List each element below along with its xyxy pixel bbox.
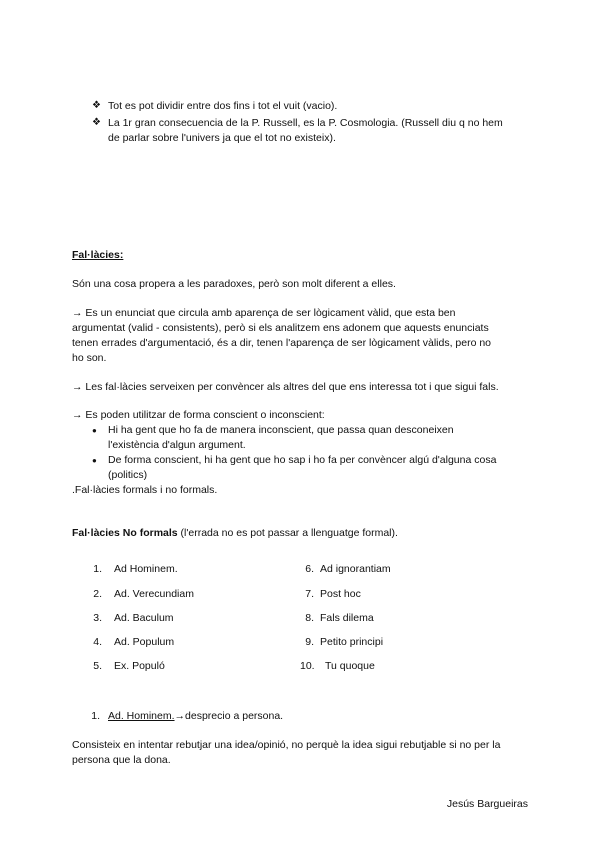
diamond-bullet-icon: ❖ — [92, 117, 101, 128]
list-number: 2. — [93, 588, 102, 600]
paragraph-line: Consisteix en intentar rebutjar una idea/opinió, no perquè la idea sigui rebutjable si no per la — [72, 739, 501, 751]
list-number: 5. — [93, 660, 102, 672]
section-title: Fal·làcies: — [72, 249, 124, 261]
list-item: Ad. Baculum — [114, 612, 174, 624]
paragraph-line: persona que la dona. — [72, 754, 171, 766]
detail-item — [108, 709, 283, 724]
list-number: 9. — [305, 636, 314, 648]
diamond-bullet-icon: ❖ — [92, 100, 101, 111]
subsection-note: (l'errada no es pot passar a llenguatge formal). — [177, 527, 398, 539]
list-item: Ad Hominem. — [114, 563, 178, 575]
list-number: 1. — [93, 563, 102, 575]
subsection-heading — [72, 526, 398, 541]
paragraph-line: → Es un enunciat que circula amb aparença de ser lògicament vàlid, que esta ben — [72, 307, 456, 319]
detail-desc: →desprecio a persona. — [174, 710, 284, 722]
list-item: Petito principi — [320, 636, 384, 648]
list-item: Ad. Verecundiam — [114, 588, 194, 600]
paragraph-line: argumentat (valid - consistents), però si els analitzem ens adonem que aquests enunciats — [72, 322, 489, 334]
list-item: Tu quoque — [325, 660, 375, 672]
list-item: Ad ignorantiam — [320, 563, 391, 575]
paragraph-line: → Es poden utilitzar de forma conscient o inconscient: — [72, 409, 325, 421]
list-item: Ad. Populum — [114, 636, 175, 648]
bullet-text: de parlar sobre l'univers ja que el tot no existeix). — [108, 132, 336, 144]
author-name: Jesús Bargueiras — [446, 798, 528, 810]
list-item: Ex. Populó — [114, 660, 165, 672]
paragraph-line: → Les fal·làcies serveixen per convèncer als altres del que ens interessa tot i que sigui fals. — [72, 381, 499, 393]
bullet-text: Hi ha gent que ho fa de manera inconscient, que passa quan desconeixen — [108, 424, 454, 436]
bullet-text: De forma conscient, hi ha gent que ho sap i ho fa per convèncer algú d'alguna cosa — [108, 454, 497, 466]
detail-term: Ad. Hominem. — [108, 710, 175, 722]
subsection-title: Fal·làcies No formals — [72, 527, 178, 539]
list-number: 10. — [300, 660, 315, 672]
paragraph-line: tenen errades d'argumentació, és a dir, tenen l'aparença de ser lògicament vàlids, pero no — [72, 337, 492, 349]
intro-text: Són una cosa propera a les paradoxes, però son molt diferent a elles. — [72, 278, 396, 290]
bullet-text: l'existència d'algun argument. — [108, 439, 246, 451]
list-item: Fals dilema — [320, 612, 374, 624]
list-number: 8. — [305, 612, 314, 624]
paragraph-line: ho son. — [72, 352, 107, 364]
list-number: 1. — [91, 710, 100, 722]
list-number: 7. — [305, 588, 314, 600]
bullet-text: La 1r gran consecuencia de la P. Russell, es la P. Cosmologia. (Russell diu q no hem — [108, 117, 503, 129]
list-number: 4. — [93, 636, 102, 648]
bullet-text: Tot es pot dividir entre dos fins i tot el vuit (vacio). — [108, 100, 338, 112]
list-number: 3. — [93, 612, 102, 624]
list-item: Post hoc — [320, 588, 361, 600]
dot-bullet-icon: ● — [92, 456, 97, 465]
list-number: 6. — [305, 563, 314, 575]
paragraph-line: .Fal·làcies formals i no formals. — [72, 484, 218, 496]
dot-bullet-icon: ● — [92, 426, 97, 435]
bullet-text: (politics) — [108, 469, 148, 481]
